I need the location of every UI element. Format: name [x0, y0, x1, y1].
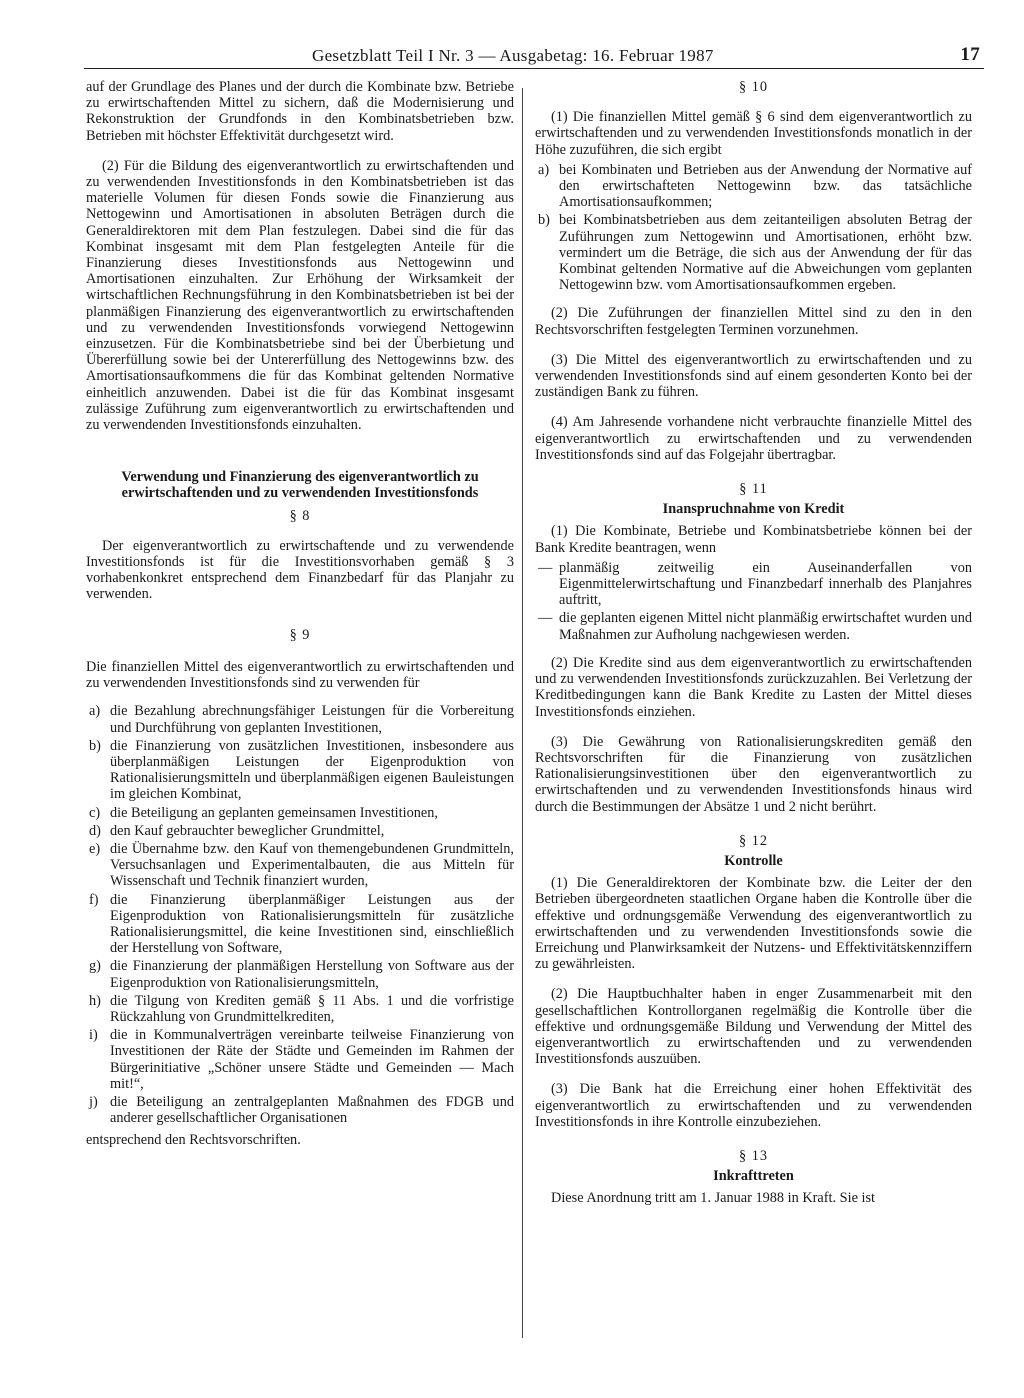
section-10-p2: (2) Die Zuführungen der finanziellen Mittel sind zu den in den Rechtsvorschriften festgelegten Terminen vorzunehmen. [535, 305, 972, 338]
section-13-text: Diese Anordnung tritt am 1. Januar 1988 in Kraft. Sie ist [551, 1190, 876, 1207]
section-10-p1: (1) Die finanziellen Mittel gemäß § 6 sind dem eigenverantwortlich zu erwirtschaftenden und zu verwendenden Investitionsfonds monatlich in der Höhe zuzuführen, die sich ergibt [535, 109, 972, 158]
list-item-text: die Finanzierung der planmäßigen Herstellung von Software aus der Eigenproduktion von Rationalisierungsmitteln, [110, 958, 514, 991]
section-11-p1: (1) Die Kombinate, Betriebe und Kombinatsbetriebe können bei der Bank Kredite beantragen, wenn [535, 523, 972, 556]
section-12-heading: Kontrolle [724, 852, 783, 869]
section-11-title: § 11 [739, 481, 768, 498]
list-marker: b) [538, 212, 550, 229]
paragraph-2: (2) Für die Bildung des eigenverantwortlich zu erwirtschaftenden und zu verwendenden Investitionsfonds in den Kombinatsbetrieben ist das materielle Volumen für diesen Fonds sowie die Finanzierung aus Nettogewinn und Amortisationen in absoluten Beträgen durch die Generaldirektoren mit dem Plan festzulegen. Dabei sind die für das Kombinat insgesamt mit dem Plan festgelegten Anteile für die Finanzierung dieses Investitionsfonds aus Nettogewinn und Amortisationen einzuhalten. Zur Erhöhung der Wirksamkeit der wirtschaftlichen Rechnungsführung in den Kombinatsbetrieben ist bei der planmäßigen Finanzierung des eigenverantwortlich zu erwirtschaftenden und zu verwendenden Investitionsfonds vorwiegend Nettogewinn einzusetzen. Für die Kombinatsbetriebe sind bei der Überbietung und Übererfüllung sowie bei der Untererfüllung des Nettogewinns bzw. des Amortisationsaufkommens die für das Kombinat geltenden Normative einheitlich anzuwenden. Dabei ist die für das Kombinat insgesamt zulässige Zuführung zum eigenverantwortlich zu erwirtschaftenden und zu verwendenden Investitionsfonds einzuhalten. [86, 157, 514, 434]
list-item-text: die Übernahme bzw. den Kauf von themengebundenen Grundmitteln, Versuchsanlagen und Experimentalbauten, die aus Mitteln für Wissenschaft und Technik finanziert wurden, [110, 840, 514, 890]
left-column [86, 79, 514, 1163]
list-item-text: die in Kommunalverträgen vereinbarte teilweise Finanzierung von Investitionen der Räte der Städte und Gemeinden im Rahmen der Bürgerinitiative „Schöner unsere Städte und Gemeinden — Mach mit!“, [110, 1027, 514, 1092]
section-10-p3: (3) Die Mittel des eigenverantwortlich zu erwirtschaftenden und zu verwendenden Investitionsfonds sind auf einem gesonderten Konto bei der zuständigen Bank zu führen. [535, 351, 972, 401]
right-column [535, 79, 972, 1221]
section-11-heading: Inanspruchnahme von Kredit [662, 501, 845, 518]
list-marker: g) [89, 958, 101, 975]
list-item-text: den Kauf gebrauchter beweglicher Grundmittel, [110, 822, 385, 839]
list-item-text: planmäßig zeitweilig ein Auseinanderfallen von Eigenmittelerwirtschaftung und Finanzbedarf innerhalb des Planjahres auftritt, [559, 559, 972, 609]
column-divider [522, 88, 523, 1338]
list-marker: d) [89, 822, 101, 839]
list-item-text: die Finanzierung von zusätzlichen Investitionen, insbesondere aus überplanmäßigen Leistungen der Eigenproduktion von Rationalisierungsmitteln und überplanmäßigen eigenen Bauleistungen im gleichen Kombinat, [110, 737, 514, 803]
section-12-p3: (3) Die Bank hat die Erreichung einer hohen Effektivität des eigenverantwortlich zu erwirtschaftenden und zu verwendenden Investitionsfonds in ihre Kontrolle einzubeziehen. [535, 1081, 972, 1130]
list-item-text: die Bezahlung abrechnungsfähiger Leistungen für die Vorbereitung und Durchführung von geplanten Investitionen, [110, 703, 514, 736]
section-12-p2: (2) Die Hauptbuchhalter haben in enger Zusammenarbeit mit den gesellschaftlichen Kontrollorganen regelmäßig die Kontrolle über die effektive und ordnungsgemäße Bildung und Verwendung der Mittel des eigenverantwortlich zu erwirtschaftenden und zu verwendenden Investitionsfonds auszuüben. [535, 986, 972, 1068]
list-marker: i) [89, 1027, 98, 1044]
list-item-text: die Finanzierung überplanmäßiger Leistungen aus der Eigenproduktion von Rationalisierungsmitteln für zusätzliche Rationalisierungsmittel, die keine Investitionen sind, einschließlich der Herstellung von Software, [110, 891, 514, 957]
list-item [535, 560, 972, 609]
section-10-list [535, 162, 972, 294]
list-item [86, 738, 514, 803]
header-title: Gesetzblatt Teil I Nr. 3 — Ausgabetag: 16. Februar 1987 [312, 46, 714, 65]
list-item [86, 993, 514, 1025]
intro-paragraph: auf der Grundlage des Planes und der durch die Kombinate bzw. Betriebe zu erwirtschaftenden Mittel zu sichern, daß die Modernisierung und Rekonstruktion der Grundfonds in den Kombinatsbetrieben bzw. Betrieben mit höchster Effektivität durchgesetzt wird. [86, 79, 514, 144]
section-12-title: § 12 [738, 832, 769, 849]
section-10-title: § 10 [738, 79, 769, 95]
section-12-p1: (1) Die Generaldirektoren der Kombinate bzw. die Leiter der den Betrieben übergeordneten staatlichen Organe haben die Kontrolle über die effektive und ordnungsgemäße Verwendung des eigenverantwortlich zu erwirtschaftenden und zu verwendenden Investitionsfonds sowie die Erreichung und Planwirksamkeit der Nutzens- und Effektivitätskennziffern zu gewährleisten. [535, 875, 972, 973]
list-item [535, 162, 972, 211]
list-item-text: bei Kombinatsbetrieben aus dem zeitanteiligen absoluten Betrag der Zuführungen zum Nettogewinn und Amortisationen, erhöht bzw. vermindert um die Beträge, die sich aus der Anwendung der für das Kombinat geltenden Normative auf die Abweichungen vom geplanten Nettogewinn bzw. vom Amortisationsaufkommen ergeben. [559, 212, 972, 294]
list-item [86, 1094, 514, 1126]
list-item [86, 805, 514, 821]
section-8-title: § 8 [289, 507, 311, 524]
list-marker: — [538, 610, 553, 627]
section-9-outro: entsprechend den Rechtsvorschriften. [86, 1132, 301, 1149]
section-13-heading: Inkrafttreten [713, 1168, 794, 1185]
list-item [86, 703, 514, 735]
page-number: 17 [960, 44, 980, 65]
section-9-intro: Die finanziellen Mittel des eigenverantwortlich zu erwirtschaftenden und zu verwendenden Investitionsfonds sind zu verwenden für [86, 658, 514, 692]
list-item [86, 892, 514, 957]
list-marker: e) [89, 840, 101, 857]
section-11-list [535, 560, 972, 643]
list-marker: a) [538, 161, 550, 178]
list-item [535, 610, 972, 642]
list-item-text: die geplanten eigenen Mittel nicht planmäßig erwirtschaftet wurden und Maßnahmen zur Aufholung nachgewiesen werden. [559, 610, 972, 643]
section-10-p4: (4) Am Jahresende vorhandene nicht verbrauchte finanzielle Mittel des eigenverantwortlich zu erwirtschaftenden und zu verwendenden Investitionsfonds sind auf das Folgejahr übertragbar. [535, 414, 972, 463]
list-item-text: bei Kombinaten und Betrieben aus der Anwendung der Normative auf den erwirtschafteten Nettogewinn bzw. das tatsächliche Amortisationsaufkommen; [559, 161, 972, 211]
list-marker: c) [89, 804, 101, 821]
list-item [86, 1027, 514, 1092]
list-item [86, 958, 514, 990]
list-item [86, 823, 514, 839]
section-9-list [86, 703, 514, 1126]
page-header [84, 44, 984, 69]
list-marker: b) [89, 737, 101, 754]
list-item-text: die Beteiligung an zentralgeplanten Maßnahmen des FDGB und anderer gesellschaftlicher Organisationen [110, 1093, 514, 1127]
list-marker: j) [89, 1093, 98, 1110]
section-9-title: § 9 [289, 626, 311, 643]
list-item [86, 841, 514, 890]
list-marker: a) [89, 703, 101, 720]
list-item-text: die Tilgung von Krediten gemäß § 11 Abs. 1 und die vorfristige Rückzahlung von Grundmittelkrediten, [110, 992, 514, 1025]
list-marker: — [538, 559, 553, 576]
section-11-p2: (2) Die Kredite sind aus dem eigenverantwortlich zu erwirtschaftenden und zu verwendenden Investitionsfonds zurückzuzahlen. Bei Verletzung der Kreditbedingungen kann die Bank Kredite zu Lasten der Mittel dieses Investitionsfonds einziehen. [535, 654, 972, 720]
section-13-title: § 13 [738, 1147, 769, 1164]
section-8-text: Der eigenverantwortlich zu erwirtschaftende und zu verwendende Investitionsfonds ist für die Investitionsvorhaben gemäß § 3 vorhabenkonkret entsprechend dem Finanzbedarf für das Planjahr zu verwenden. [86, 537, 514, 603]
list-marker: h) [89, 992, 101, 1009]
section-11-p3: (3) Die Gewährung von Rationalisierungskrediten gemäß den Rechtsvorschriften für die Finanzierung von zusätzlichen Rationalisierungsinvestitionen über den eigenverantwortlich zu erwirtschaftenden und zu verwendenden Investitionsfonds hinaus wird durch die Bestimmungen der Absätze 1 und 2 nicht berührt. [535, 733, 972, 815]
list-item-text: die Beteiligung an geplanten gemeinsamen Investitionen, [110, 804, 438, 821]
section-heading: Verwendung und Finanzierung des eigenverantwortlich zu erwirtschaftenden und zu verwendenden Investitionsfonds [121, 469, 479, 502]
list-item [535, 212, 972, 293]
list-marker: f) [89, 891, 99, 908]
